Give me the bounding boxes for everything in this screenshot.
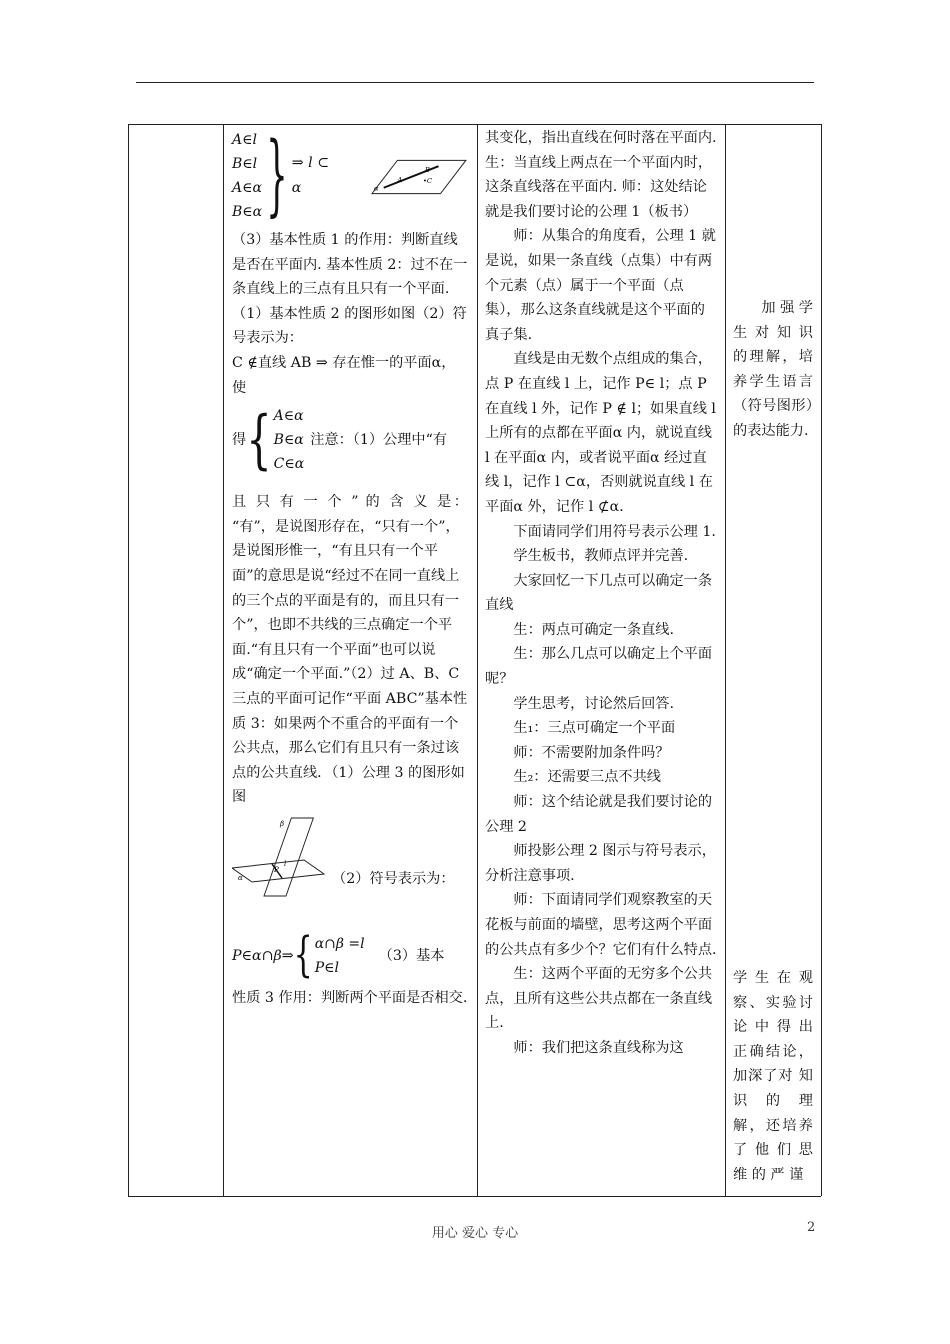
table-border-left [128, 124, 129, 1196]
dialogue-paragraph: 师：不需要附加条件吗？ [513, 744, 670, 761]
dialogue-paragraph: 生₂：还需要三点不共线 [513, 769, 661, 786]
content-column [232, 124, 468, 1010]
formula-lhs: P∈α∩β⇒ [232, 947, 294, 964]
header-rule [136, 82, 814, 83]
case-item: C∈α [273, 456, 305, 473]
axiom2-cases [232, 402, 468, 478]
dialogue-column [485, 126, 717, 1061]
lesson-table [128, 124, 821, 1196]
case-item: B∈α [273, 432, 304, 449]
table-bottom-border [128, 1196, 821, 1197]
dialogue-paragraph: 直线是由无数个点组成的集合，点 P 在直线 l 上，记作 P∈ l；点 P 在直线 l 外，记作 P ∉ l；如果直线 l 上所有的点都在平面α 内，就说直线 l 在平面α 内，或者说平面α 经过直线 l，记作 l ⊂α，否则就说直线 l 在平面α 外，记作 l ⊄α． [485, 351, 716, 515]
paragraph: 且 只 有 一 个 ” 的 含 义 是： [232, 494, 468, 511]
dialogue-paragraph: 生：那么几点可以确定上个平面呢？ [485, 646, 713, 688]
dialogue-paragraph: 师：我们把这条直线称为这 [513, 1039, 684, 1056]
axiom3-figure-row [232, 810, 468, 906]
formula-case: α∩β =l [314, 935, 365, 952]
table-divider-3 [725, 124, 726, 1196]
case-item: A∈α [273, 408, 304, 425]
dialogue-paragraph: 生：两点可确定一条直线. [513, 621, 674, 638]
formula-case: P∈l [314, 959, 339, 976]
page-number: 2 [807, 1220, 816, 1235]
left-brace: { [293, 927, 313, 984]
paragraph: “有”，是说图形存在，“只有一个”，是说图形惟一，“有且只有一个平面”的意思是说“经过不在同一直线上的三个点的平面是有的，而且只有一个”，也即不共线的三点确定一个平面.“有且只有一个平面”也可以说成“确定一个平面.”（2）过 A、B、C 三点的平面可记作“平面 ABC”基本性质 3：如果两个不重合的平面有一个公共点，那么它们有且只有一条过该点的公共直线．（1）公理 3 的图形如图 [232, 518, 468, 806]
fig1-A: A [397, 175, 403, 184]
fig1-alpha: α [374, 184, 379, 193]
right-brace: } [266, 124, 288, 228]
page-footer: 用心 爱心 专心 [431, 1226, 519, 1241]
fig2-l: l [284, 859, 287, 868]
two-planes-figure [232, 816, 328, 906]
axiom3-formula [232, 926, 468, 986]
intent-note: 加 强 学 生 对 知 识的理解，培养学生语言（符号图形）的表达能力. [733, 300, 813, 439]
fig2-beta: β [280, 819, 285, 828]
formula-cases [315, 932, 365, 980]
dialogue-paragraph: 生₁：三点可确定一个平面 [513, 720, 676, 737]
table-border-right [821, 124, 822, 1196]
fig1-C: •C [422, 176, 433, 185]
axiom1-formula [232, 124, 468, 228]
formula-trailing: （3）基本 [378, 947, 445, 964]
de-label: 得 [232, 431, 247, 448]
dialogue-paragraph: 其变化，指出直线在何时落在平面内. 生：当直线上两点在一个平面内时，这条直线落在平面内. 师：这处结论就是我们要讨论的公理 1（板书） [485, 130, 717, 220]
dialogue-paragraph: 大家回忆一下几点可以确定一条直线 [485, 572, 713, 614]
plane-line-figure [370, 156, 468, 196]
dialogue-paragraph: 生：这两个平面的无穷多个公共点，且所有这些公共点都在一条直线上. [485, 966, 713, 1032]
dialogue-paragraph: 师投影公理 2 图示与符号表示，分析注意事项. [485, 843, 716, 884]
note-label: 注意：（1）公理中“有 [310, 431, 448, 448]
fig1-B: B [424, 166, 430, 175]
fig2-alpha: α [238, 873, 243, 882]
premise-item: A∈α [232, 180, 262, 196]
cases-list [274, 404, 305, 476]
dialogue-paragraph: 师：下面请同学们观察教室的天花板与前面的墙壁，思考这两个平面的公共点有多少个？它们有什么特点. [485, 892, 717, 958]
axiom1-conclusion: ⇒ l ⊂ α [291, 155, 330, 196]
paragraph: 性质 3 作用：判断两个平面是否相交. [232, 989, 468, 1006]
symbol-intro: （2）符号表示为： [332, 871, 455, 888]
paragraph: C ∉直线 AB ⇒ 存在惟一的平面α，使 [232, 354, 456, 396]
table-top-border [128, 124, 821, 125]
dialogue-paragraph: 师：这个结论就是我们要讨论的公理 2 [485, 794, 713, 835]
left-brace: { [246, 403, 272, 477]
premise-item: B∈α [232, 204, 263, 220]
premise-list [232, 128, 262, 224]
paragraph: （3）基本性质 1 的作用：判断直线是否在平面内. 基本性质 2：过不在一条直线上的三点有且只有一个平面.（1）基本性质 2 的图形如图（2）符号表示为： [232, 232, 468, 347]
intent-note: 学 生 在 观 察、实验讨 论 中 得 出 正确结论，加深了对 知 识 的 理 解，还培养了 他 们 思 维 的 严 谨 [733, 970, 813, 1183]
dialogue-paragraph: 师：从集合的角度看，公理 1 就是说，如果一条直线（点集）中有两个元素（点）属于一个平面（点集），那么这条直线就是这个平面的真子集. [485, 228, 716, 343]
table-divider-1 [223, 124, 224, 1196]
dialogue-paragraph: 学生板书，教师点评并完善. [513, 548, 689, 565]
dialogue-paragraph: 下面请同学们用符号表示公理 1. [513, 523, 716, 540]
premise-item: B∈l [232, 156, 258, 172]
premise-item: A∈l [232, 132, 257, 148]
fig2-P: P [274, 865, 279, 874]
table-divider-2 [477, 124, 478, 1196]
dialogue-paragraph: 学生思考，讨论然后回答. [513, 695, 674, 712]
